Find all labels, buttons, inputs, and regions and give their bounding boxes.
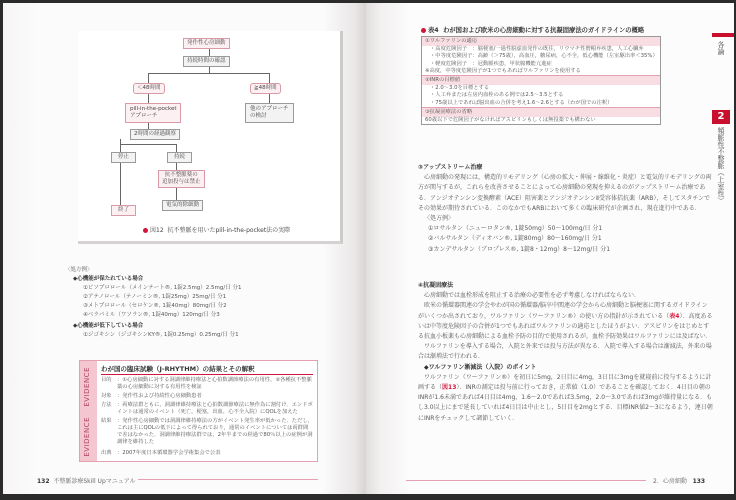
paragraph: ワルファリンを導入する場合，入院と外来では投与方法が異なる．入院で導入する場合は漸減法，外来の場合は漸増法で行われる． xyxy=(418,343,712,361)
evidence-row-key: 対象 xyxy=(101,393,112,399)
node-2h-observation: 2時間の経過観察 xyxy=(130,129,180,140)
evidence-row-value: ：発作性心房細動では洞調律維持療法の方がイベント発生率が低かった．ただし，これは主にQOLの低下によって得られており，通常のイベントについては両群間で差はなかった．洞調律維持療法群では，2年半までの経過で80％以上の症例が洞調律を維持した xyxy=(117,418,313,445)
figure-caption-text: 抗不整脈を用いたpill-in-the-pocket法の実際 xyxy=(167,227,291,234)
table-line: ・75歳以上であれば脳出血の合併を考え1.6〜2.6とする（わが国での注釈） xyxy=(430,99,613,106)
prescription-item: ②バルサルタン（ディオバン®, 1錠80mg）80〜160mg/日 分1 xyxy=(428,235,602,243)
paragraph: 心房細動の発現には，構造的リモデリング（心房の拡大・伸展・線維化・炎症）と電気的リモデリングの両方が関与するが，これらを改善させることによって心房細動の発現を抑えるのがアップストリーム治療である．アンジオテンシン変換酵素（ACE）阻害薬とアンジオテンシンⅡ受容体拮抗薬（ARB），そしてスタチンでその効果が期待されている．このなかでもARBにおいて多くの臨床研究が企画され，現在進行中である． xyxy=(418,174,712,212)
prescription-title: 〈処方例〉 xyxy=(65,267,93,273)
prescription-item: ③カンデサルタン（ブロプレス®, 1錠8・12mg）8〜12mg/日 分1 xyxy=(428,245,611,253)
prescription-item: ①ジゴキシン（ジゴキシンKY®, 1錠0.25mg）0.25mg/日 分1 xyxy=(83,332,239,338)
table-section-heading: ①ワルファリンの適応 xyxy=(422,37,660,46)
table-body xyxy=(421,36,661,125)
node-lt-48h: ＜48時間 xyxy=(133,83,165,94)
node-ge-48h: ≧48時間 xyxy=(250,83,281,94)
table-section-heading: ③抗凝固療法の省略 xyxy=(422,107,660,117)
prescription-item: ③メトプロロール（セロケン®, 1錠40mg）80mg/日 分2 xyxy=(83,303,227,309)
prescription-group-heading: ◆心機能が保たれている場合 xyxy=(73,276,144,282)
paragraph-text: ）．INRの測定は投与前に行っておき，正常値（1.0）であることを確認しておく．4日目の朝のINRが1.6未満であれば4日目は4mg，1.6〜2.0であれば3.5mg，2.0〜3.0であれば3mgが維持量になる．もし3.0以上にまで延長していれば4日目は中止とし，5日目を2mgとする．目標INR値2〜3になるよう，連日朝にINRをチェックして調節していく． xyxy=(418,384,713,422)
anticoagulation-section xyxy=(418,281,713,424)
evidence-row-key: 結果 xyxy=(101,418,112,424)
paragraph: 心房細動では血栓形成を阻止する治療の必要性を必ず考慮しなければならない． xyxy=(424,292,641,300)
table-line: ・軽度危険因子 ：冠動脈疾患，甲状腺機能亢進症 xyxy=(430,60,552,67)
table-title-text: わが国および欧米の心房細動に対する抗凝固療法のガイドラインの概略 xyxy=(443,27,645,34)
figure-caption xyxy=(143,225,290,234)
footer-rule xyxy=(138,479,318,480)
evidence-row-value: ：2007年度日本循環器学会学術集会で公表 xyxy=(117,450,221,456)
paragraph xyxy=(418,301,713,342)
table-line: ・2.0〜3.0を目標とする xyxy=(430,85,490,92)
evidence-band-label: EVIDENCE xyxy=(83,367,91,407)
evidence-row-value: ：両療法群ともに，洞調律維持療法と心拍数調節療法に無作為に割付け．エンドポイントは通常のイベント（死亡，梗塞，出血，心不全入院）にQOLを加えた xyxy=(117,402,313,415)
prescription-item: ①ビソプロロール（メインテート®, 1錠2.5mg）2.5mg/日 分1 xyxy=(83,285,242,291)
node-no-additional-antiarrhythmic: 抗不整脈薬の 追加投与は禁止 xyxy=(158,170,205,188)
footer-rule xyxy=(406,480,646,481)
evidence-row xyxy=(101,393,313,400)
sub-heading: ◆ワルファリン漸減法（入院）のポイント xyxy=(424,363,537,371)
node-stop: 停止 xyxy=(111,152,136,163)
table-line: ・中等度危険因子：高齢（＞75歳），高血圧，糖尿病，心不全，低心機能（左室駆出率＜35%） xyxy=(430,53,658,60)
prescription-example xyxy=(65,266,242,340)
page-number: 133 xyxy=(692,478,706,485)
table-section-heading: ②INRの目標値 xyxy=(422,75,660,85)
section-heading: ④抗凝固療法 xyxy=(418,282,454,289)
evidence-box xyxy=(79,360,318,462)
prescription-item: ②アテノロール（テノーミン®, 1錠25mg）25mg/日 分1 xyxy=(83,294,227,300)
node-persist: 持続 xyxy=(167,152,192,163)
evidence-row-key: 目的 xyxy=(101,377,112,383)
evidence-row-key: 出典 xyxy=(101,450,112,456)
prescription-item: ①ロサルタン（ニューロタン®, 1錠50mg）50〜100mg/日 分1 xyxy=(428,225,603,233)
left-page xyxy=(3,3,366,494)
evidence-row xyxy=(101,418,313,446)
chapter-label: 2．心房細動 xyxy=(653,478,687,485)
evidence-row xyxy=(101,377,313,391)
bullet-icon xyxy=(421,28,426,33)
evidence-row-key: 方法 xyxy=(101,402,112,408)
upstream-section xyxy=(418,163,713,255)
paragraph xyxy=(418,373,713,424)
evidence-row-value: ：発作性および持続性心房細動患者 xyxy=(117,393,202,399)
paragraph-text: ）．高度あるいは中等度危険因子の合併が1つでもあればワルファリンの適応としたほうがよい．アスピリンをはじめとする抗血小板薬も心房細動による血栓予防の目的で使用されるが，血栓予防効果はワルファリンには及ばない． xyxy=(418,312,713,341)
table-title xyxy=(421,25,661,34)
node-check-duration: 持続時間の確認 xyxy=(183,56,230,67)
table-note: ※高度，中等度危険因子が1つでもあればワルファリンを使用する xyxy=(425,67,581,74)
evidence-row xyxy=(101,402,313,416)
prescription-title: 〈処方例〉 xyxy=(424,215,455,223)
page-number: 132 xyxy=(37,478,50,485)
table-line: ・人工弁または左房内血栓のある例では2.5〜3.5とする xyxy=(430,92,564,99)
evidence-row xyxy=(101,450,313,457)
table-label: 表4 xyxy=(428,27,439,34)
figure-12-flowchart xyxy=(78,31,343,244)
divider xyxy=(101,374,313,375)
figure-label: 図12 xyxy=(150,227,164,234)
section-heading: ③アップストリーム治療 xyxy=(418,164,483,171)
table-line: ・高度危険因子 ：脳梗塞/一過性脳虚血発作の既往，リウマチ性僧帽弁疾患，人工心臓弁 xyxy=(430,46,644,52)
node-other-approach: 他のアプローチ の検討 xyxy=(245,103,294,123)
node-end: 終了 xyxy=(111,205,136,216)
evidence-title: わが国の臨床試験（J-RHYTHM）の結果とその解釈 xyxy=(101,365,255,373)
table-4 xyxy=(421,25,661,125)
right-footer xyxy=(653,476,705,485)
paragraph-text: ワルファリン（ワーファリン®）を初日に5mg，2日目に4mg，3日目に3mgを就寝前に投与するように計画する（ xyxy=(418,373,712,392)
node-pill-in-the-pocket: pill-in-the-pocket アプローチ xyxy=(125,103,181,123)
node-paroxysmal-af: 発作性心房細動 xyxy=(183,38,230,49)
right-page xyxy=(366,3,734,494)
prescription-group-heading: ◆心機能が低下している場合 xyxy=(73,323,144,329)
evidence-row-value: ：①心房細動に対する洞調律維持療法と心拍数調節療法の有用性，②各種抗不整脈薬の心房細動に対する有用性を検証 xyxy=(117,377,312,390)
section-tab-title: 頻脈性不整脈（上室性） xyxy=(717,127,725,204)
chapter-tab-bar xyxy=(712,33,734,37)
evidence-side-band xyxy=(80,361,97,461)
table-line: 60歳以下で危険因子がなければアスピリンもしくは無投薬でも構わない xyxy=(425,117,596,124)
bullet-icon xyxy=(143,228,148,233)
prescription-item: ④ベラパミル（ワソラン®, 1錠40mg）120mg/日 分3 xyxy=(83,312,220,318)
node-electrical-cardioversion: 電気的除細動 xyxy=(162,200,203,211)
book-title: 不整脈診療Skill Upマニュアル xyxy=(53,478,136,485)
chapter-tab-label: 各論 xyxy=(717,41,725,55)
evidence-band-label: EVIDENCE xyxy=(83,417,91,457)
section-number-tab: 2 xyxy=(712,110,730,124)
paragraph-text: 欧米の循環器関連の学会やわが国の循環器/脳卒中関連の学会から心房細動と脳梗塞に関するガイドラインがいくつか出されており，ワルファリン（ワーファリン®）の使い方の指針が示されている（ xyxy=(418,302,708,320)
left-footer xyxy=(37,476,136,485)
table-4-reference-link[interactable]: 表4 xyxy=(669,312,680,320)
figure-13-reference-link[interactable]: 図13 xyxy=(442,384,457,392)
